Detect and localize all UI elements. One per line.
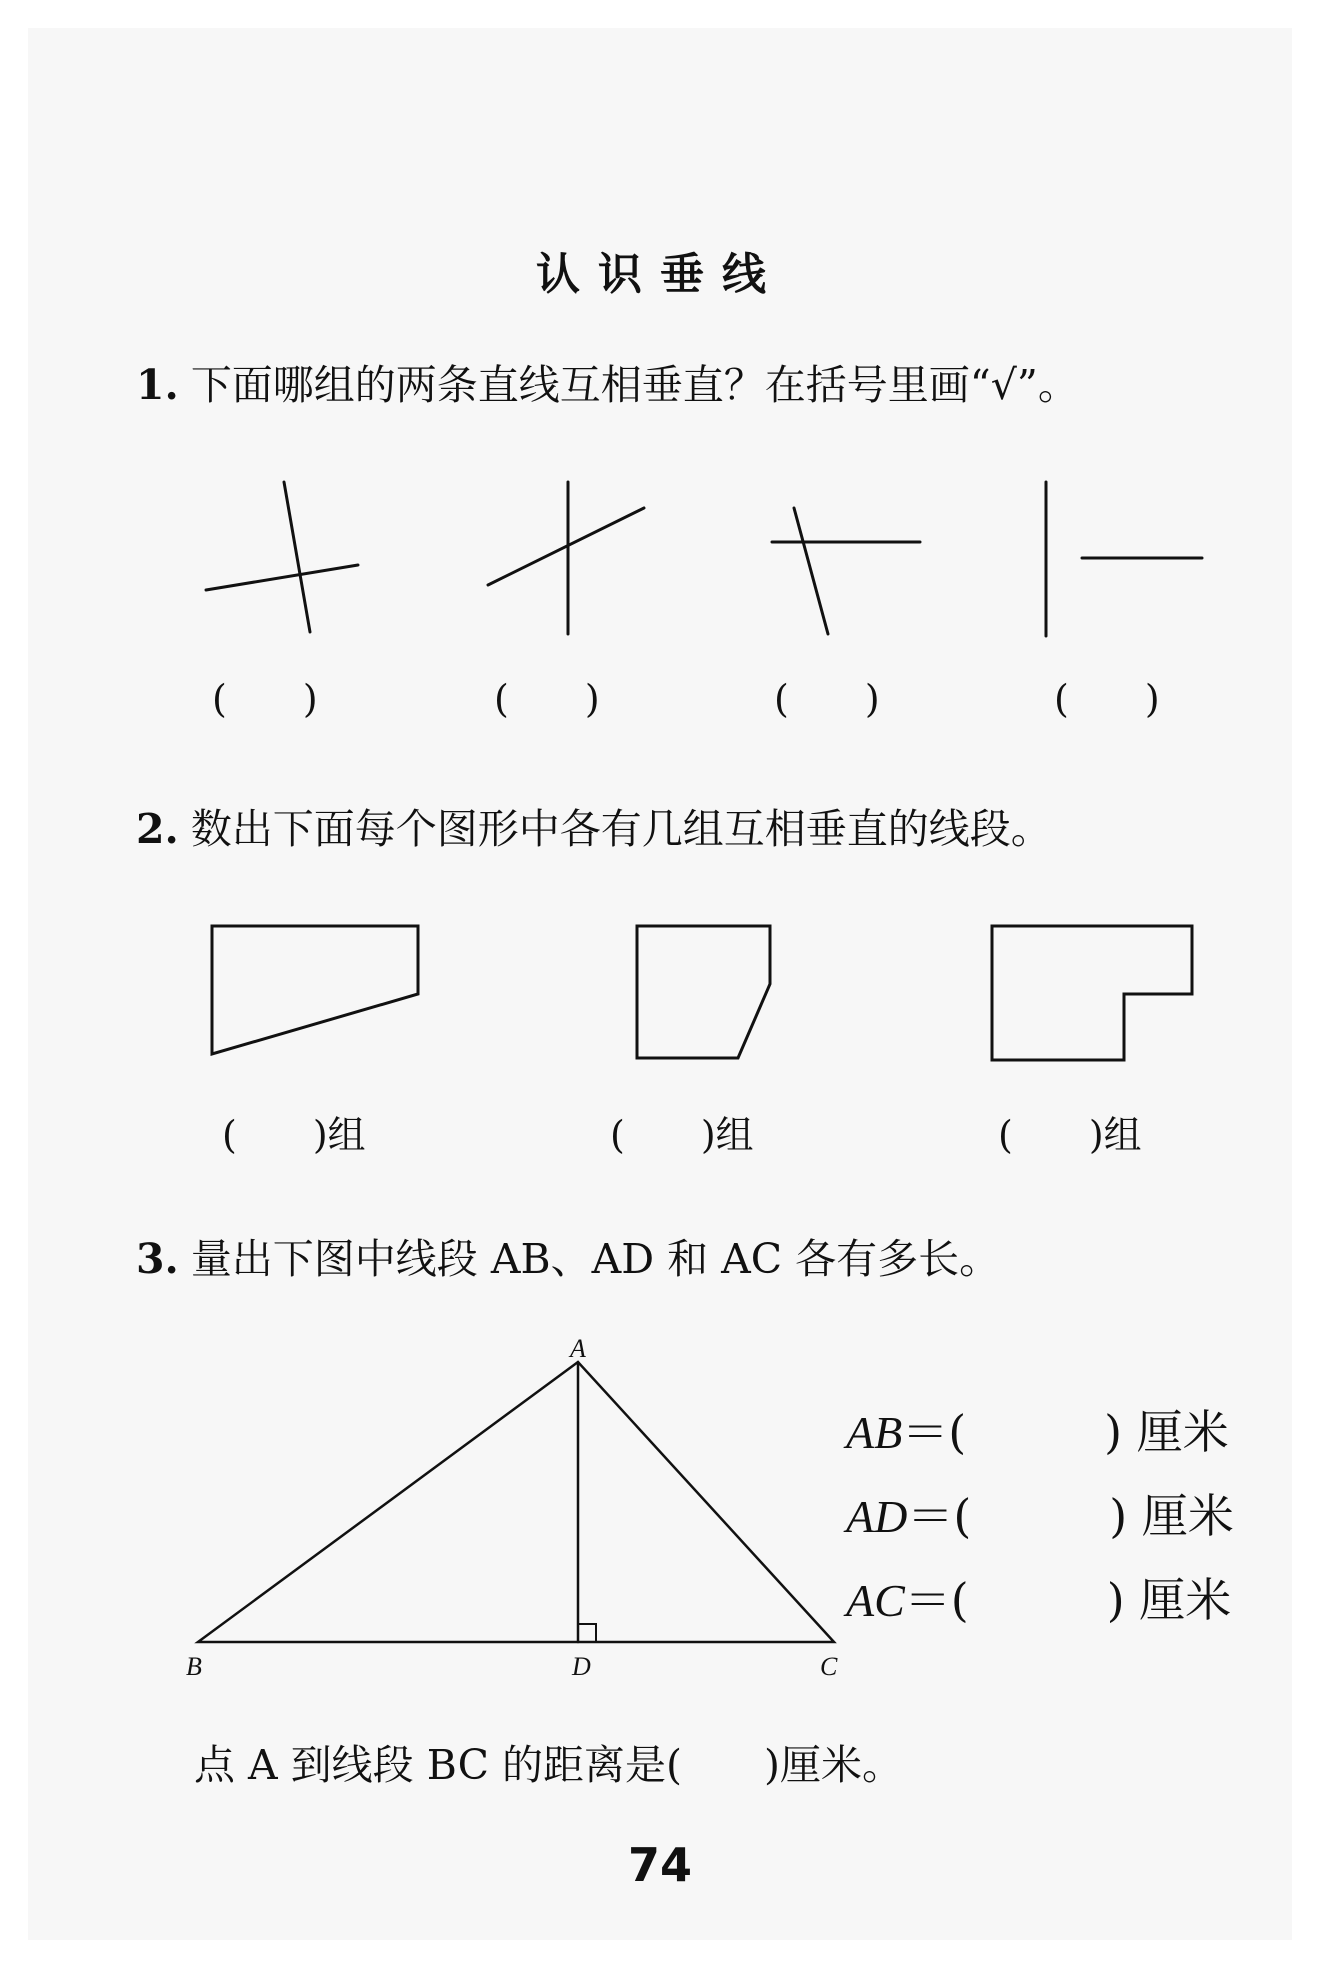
q1-figure-3 [772,508,920,634]
q1-figure-4 [1046,482,1202,636]
q2-shape-cut-corner [637,926,770,1058]
point-label-d: D [572,1652,591,1681]
right-angle-mark [578,1624,596,1642]
question-3-text: 量出下图中线段 AB、AD 和 AC 各有多长。 [190,1235,1001,1283]
question-2-text: 数出下面每个图形中各有几组互相垂直的线段。 [190,805,1052,853]
question-1-number: 1. [136,361,179,409]
distance-question[interactable]: 点 A 到线段 BC 的距离是( )厘米。 [194,1741,903,1789]
q2-answer-blank-1[interactable]: ( )组 [222,1113,366,1157]
measure-ac-blank: ＝( ) 厘米 [904,1573,1232,1627]
question-3-number: 3. [136,1235,179,1283]
measure-ab-segment: AB [846,1407,903,1458]
q1-figure-2 [488,482,644,634]
q1-answer-blank-3[interactable]: ( ) [774,677,880,721]
measure-ad-segment: AD [846,1491,908,1542]
measure-ac-segment: AC [846,1575,905,1626]
q2-shape-l-shape [992,926,1192,1060]
page-title: 认识垂线 [536,249,784,300]
page-number: 74 [627,1838,692,1892]
q1-answer-blank-4[interactable]: ( ) [1054,677,1160,721]
q1-answer-blank-2[interactable]: ( ) [494,677,600,721]
question-1-text: 下面哪组的两条直线互相垂直？在括号里画“√”。 [190,361,1079,409]
measure-ab-blank: ＝( ) 厘米 [902,1405,1229,1459]
question-2-number: 2. [136,805,179,853]
point-label-b: B [186,1652,202,1681]
q2-answer-blank-2[interactable]: ( )组 [610,1113,754,1157]
point-label-a: A [570,1334,586,1363]
measure-ad-blank: ＝( ) 厘米 [907,1489,1234,1543]
q2-shape-trapezoid [212,926,418,1054]
q3-triangle [198,1362,834,1642]
q2-answer-blank-3[interactable]: ( )组 [998,1113,1142,1157]
q1-figure-1 [206,482,358,632]
point-label-c: C [820,1652,838,1681]
q1-answer-blank-1[interactable]: ( ) [212,677,318,721]
